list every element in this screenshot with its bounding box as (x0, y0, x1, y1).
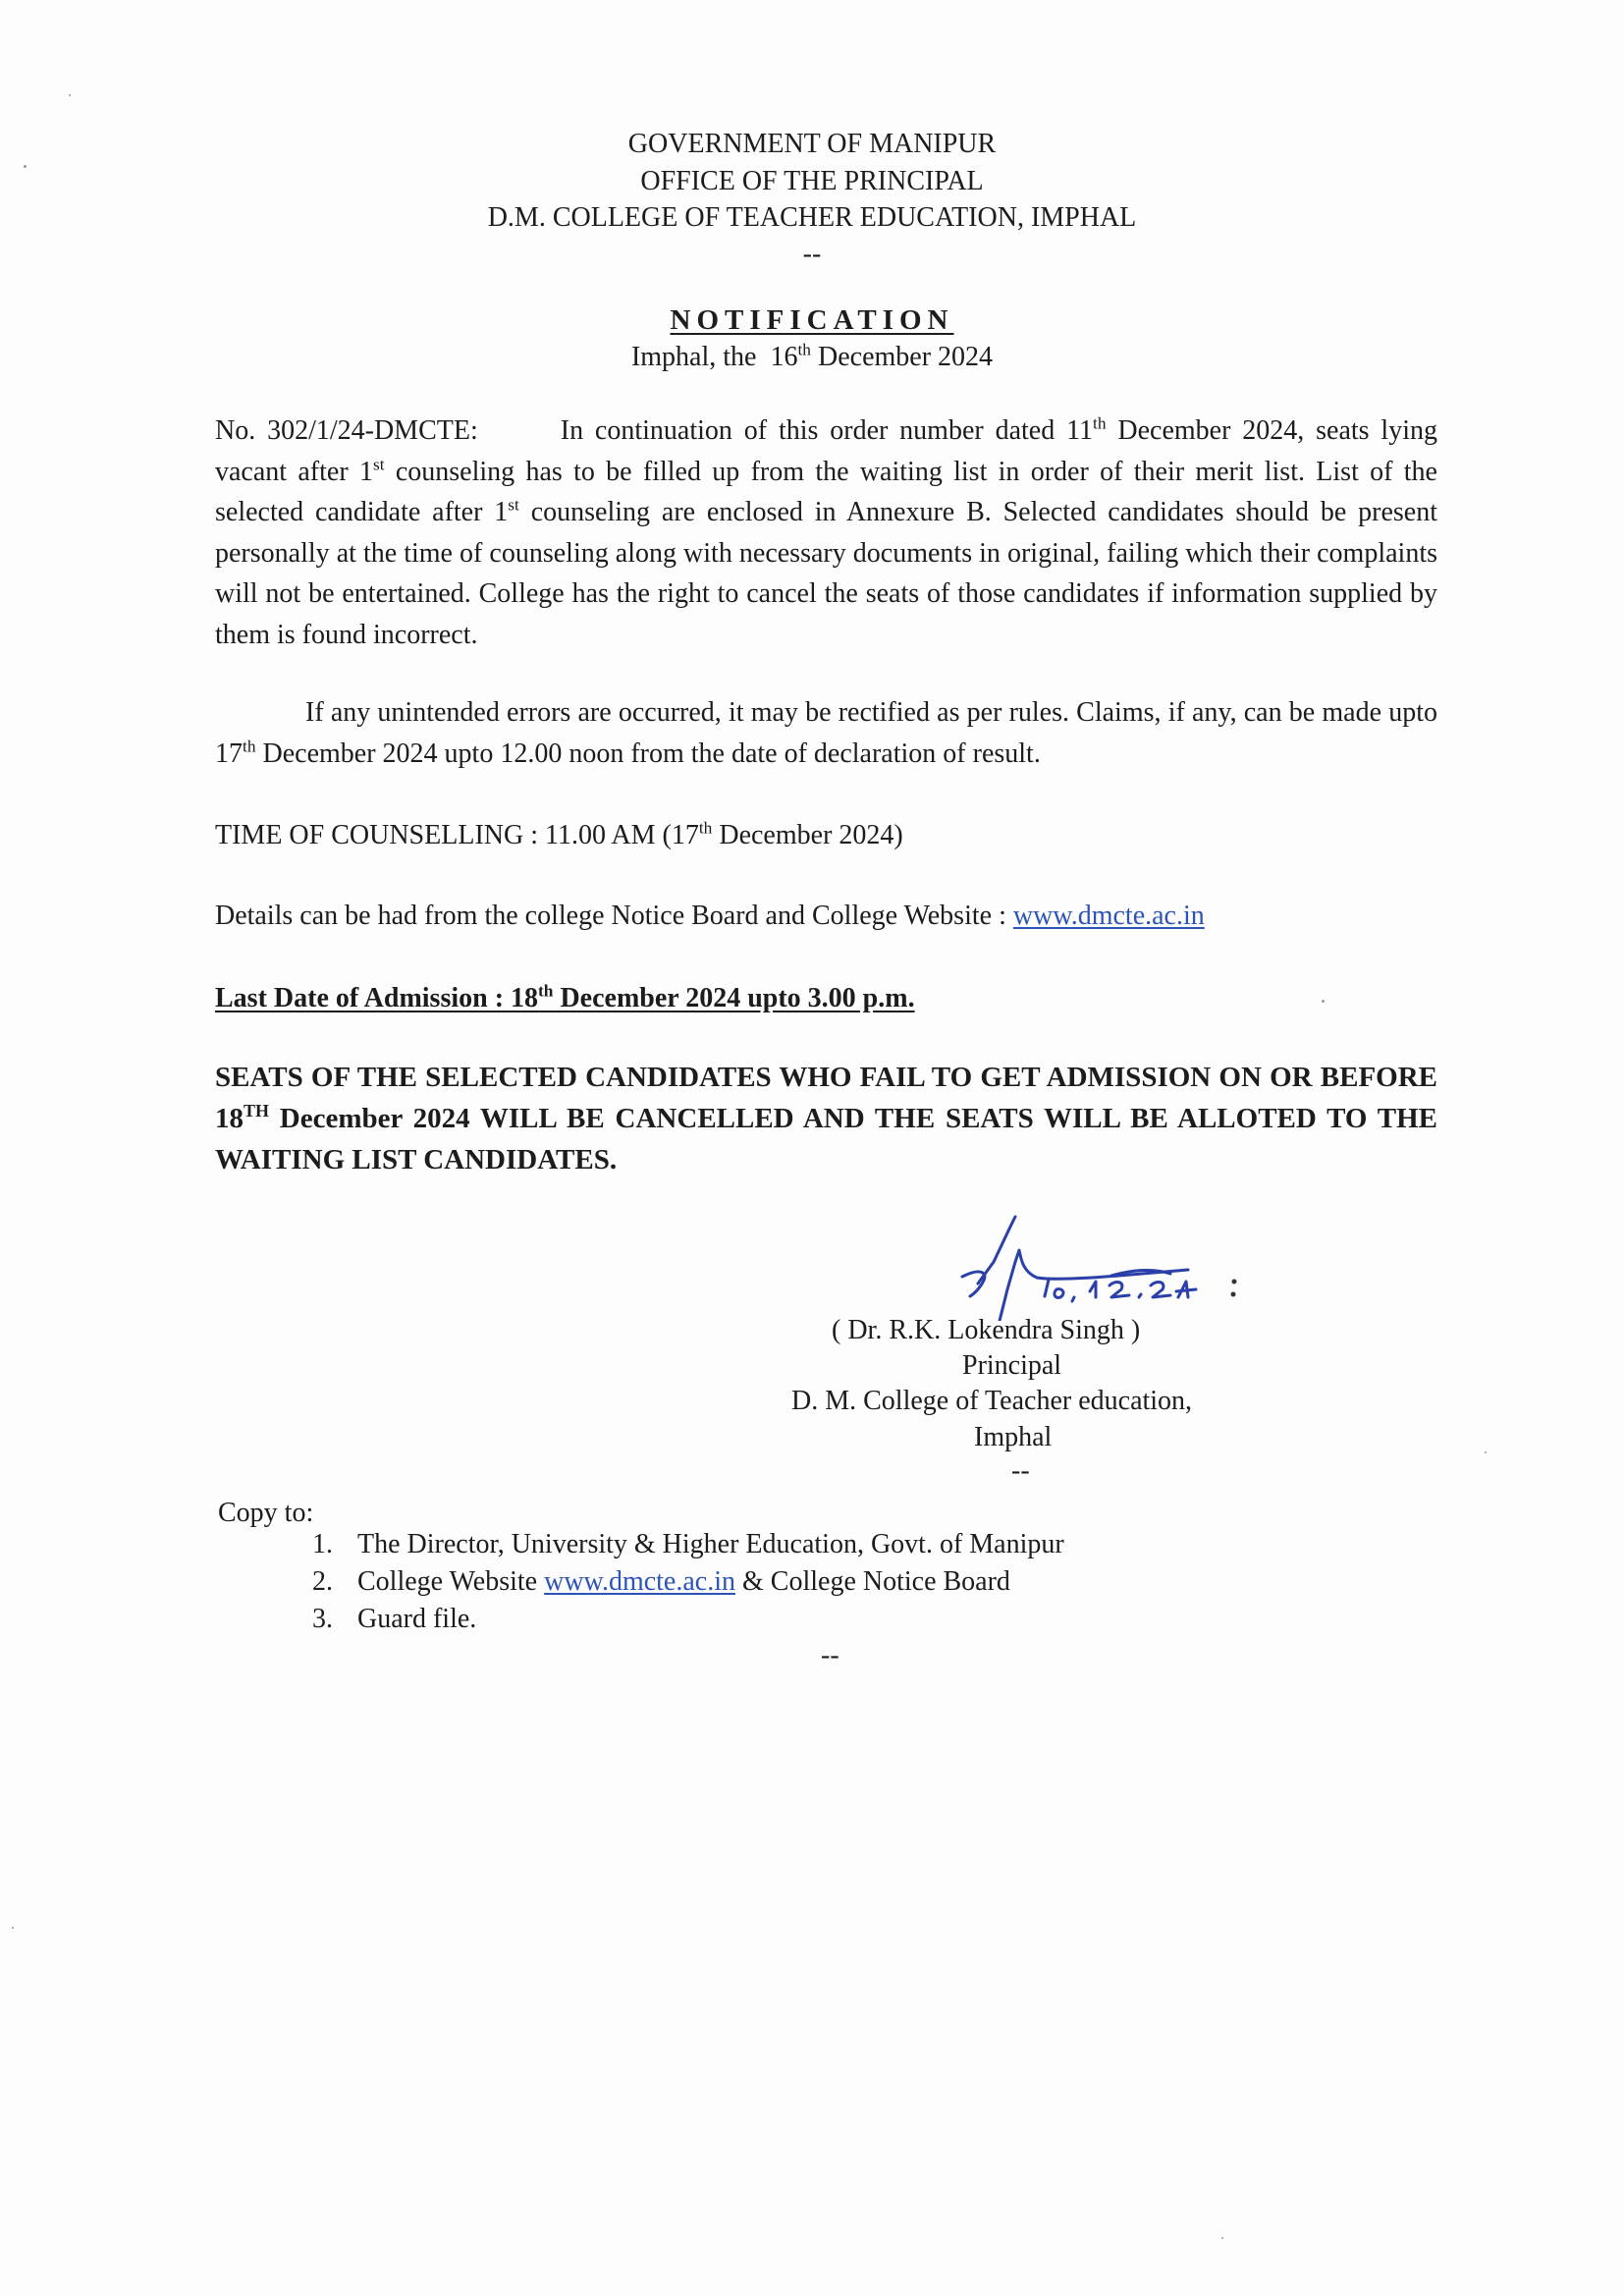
last-date-text-b: December 2024 upto 3.00 p.m. (553, 983, 915, 1013)
p1-text-c: counseling has to be filled up from the waiting list in order of their merit list. List of the selected candidate after 1 (215, 456, 1437, 527)
details-line (215, 896, 1205, 936)
signature-separator: -- (1011, 1455, 1030, 1486)
header-government: GOVERNMENT OF MANIPUR (627, 129, 997, 159)
copy-to-separator: -- (821, 1640, 839, 1670)
counselling-time (215, 815, 903, 855)
copy-item-number: 2. (312, 1566, 333, 1597)
p1-text-b: December 2024, seats lying vacant after 1 (215, 415, 1437, 487)
scan-speck (1485, 1451, 1487, 1453)
details-text: Details can be had from the college Notice Board and College Website : (215, 901, 1013, 931)
date-month-year: December 2024 (818, 342, 994, 372)
signatory-name: ( Dr. R.K. Lokendra Singh ) (832, 1315, 1141, 1345)
time-sup: th (698, 818, 713, 838)
scan-speck (69, 94, 71, 96)
paragraph-main (215, 410, 1437, 655)
copy-to-item (312, 1563, 1064, 1601)
p2-text-b: December 2024 upto 12.00 noon from the date of declaration of result. (255, 738, 1041, 769)
time-text-a: TIME OF COUNSELLING : 11.00 AM (17 (215, 820, 699, 850)
copy-item-number: 3. (312, 1604, 333, 1634)
last-date-text-a: Last Date of Admission : 18 (215, 983, 539, 1013)
date-day: 16 (770, 342, 798, 372)
header-separator: -- (802, 239, 822, 269)
notification-date (0, 339, 1624, 376)
header-college: D.M. COLLEGE OF TEACHER EDUCATION, IMPHAL (487, 202, 1137, 233)
scan-speck (1221, 2237, 1223, 2239)
date-day-suffix: th (797, 340, 811, 359)
warning-text-b: December 2024 WILL BE CANCELLED AND THE SEATS WILL BE ALLOTED TO THE WAITING LIST CANDIDATES. (215, 1103, 1437, 1175)
p2-text-a: If any unintended errors are occurred, it may be rectified as per rules. Claims, if any, can be made upto 17 (215, 697, 1437, 769)
last-date-admission (215, 978, 915, 1018)
paragraph-claims (215, 692, 1437, 774)
copy-to-label: Copy to: (218, 1498, 314, 1528)
copy-item-text: The Director, University & Higher Education, Govt. of Manipur (357, 1529, 1064, 1559)
copy-to-item (312, 1526, 1064, 1563)
signature-scribble (943, 1203, 1276, 1321)
copy-to-item (312, 1601, 1064, 1638)
signatory-institution: D. M. College of Teacher education, (791, 1386, 1193, 1416)
scan-speck (24, 165, 27, 168)
p1-sup-c: st (508, 495, 519, 515)
p1-sup-b: st (372, 455, 385, 474)
copy-item-text-b: & College Notice Board (735, 1566, 1010, 1597)
copy-item-number: 1. (312, 1529, 333, 1559)
copy-to-list (312, 1526, 1064, 1638)
warning-text-a: SEATS OF THE SELECTED CANDIDATES WHO FAIL TO GET ADMISSION ON OR BEFORE 18 (215, 1062, 1437, 1134)
p2-sup: th (243, 737, 256, 756)
copy-website-link[interactable]: www.dmcte.ac.in (544, 1566, 735, 1597)
last-date-sup: th (538, 981, 554, 1001)
p1-text-a: In continuation of this order number dated 11 (560, 415, 1094, 446)
cancellation-warning (215, 1057, 1437, 1180)
signatory-designation: Principal (962, 1350, 1062, 1381)
date-place: Imphal, the (630, 342, 757, 372)
scan-speck (1322, 1000, 1325, 1003)
copy-item-text: Guard file. (357, 1604, 477, 1634)
time-text-b: December 2024) (712, 820, 903, 850)
signatory-city: Imphal (974, 1422, 1053, 1452)
p1-text-d: counseling are enclosed in Annexure B. Selected candidates should be present personally at the time of counseling along with necessary documents in original, failing which their complaints will not be entertained. College has the right to cancel the seats of those candidates if information supplied by them is found incorrect. (215, 497, 1437, 650)
p1-sup-a: th (1093, 413, 1107, 433)
copy-item-text: College Website (357, 1566, 545, 1597)
reference-number: No. 302/1/24-DMCTE: (215, 415, 478, 446)
notification-title: NOTIFICATION (670, 304, 954, 336)
website-link[interactable]: www.dmcte.ac.in (1012, 901, 1205, 931)
warning-sup: TH (244, 1101, 269, 1121)
header-office: OFFICE OF THE PRINCIPAL (640, 166, 984, 196)
scan-speck (12, 1927, 14, 1929)
